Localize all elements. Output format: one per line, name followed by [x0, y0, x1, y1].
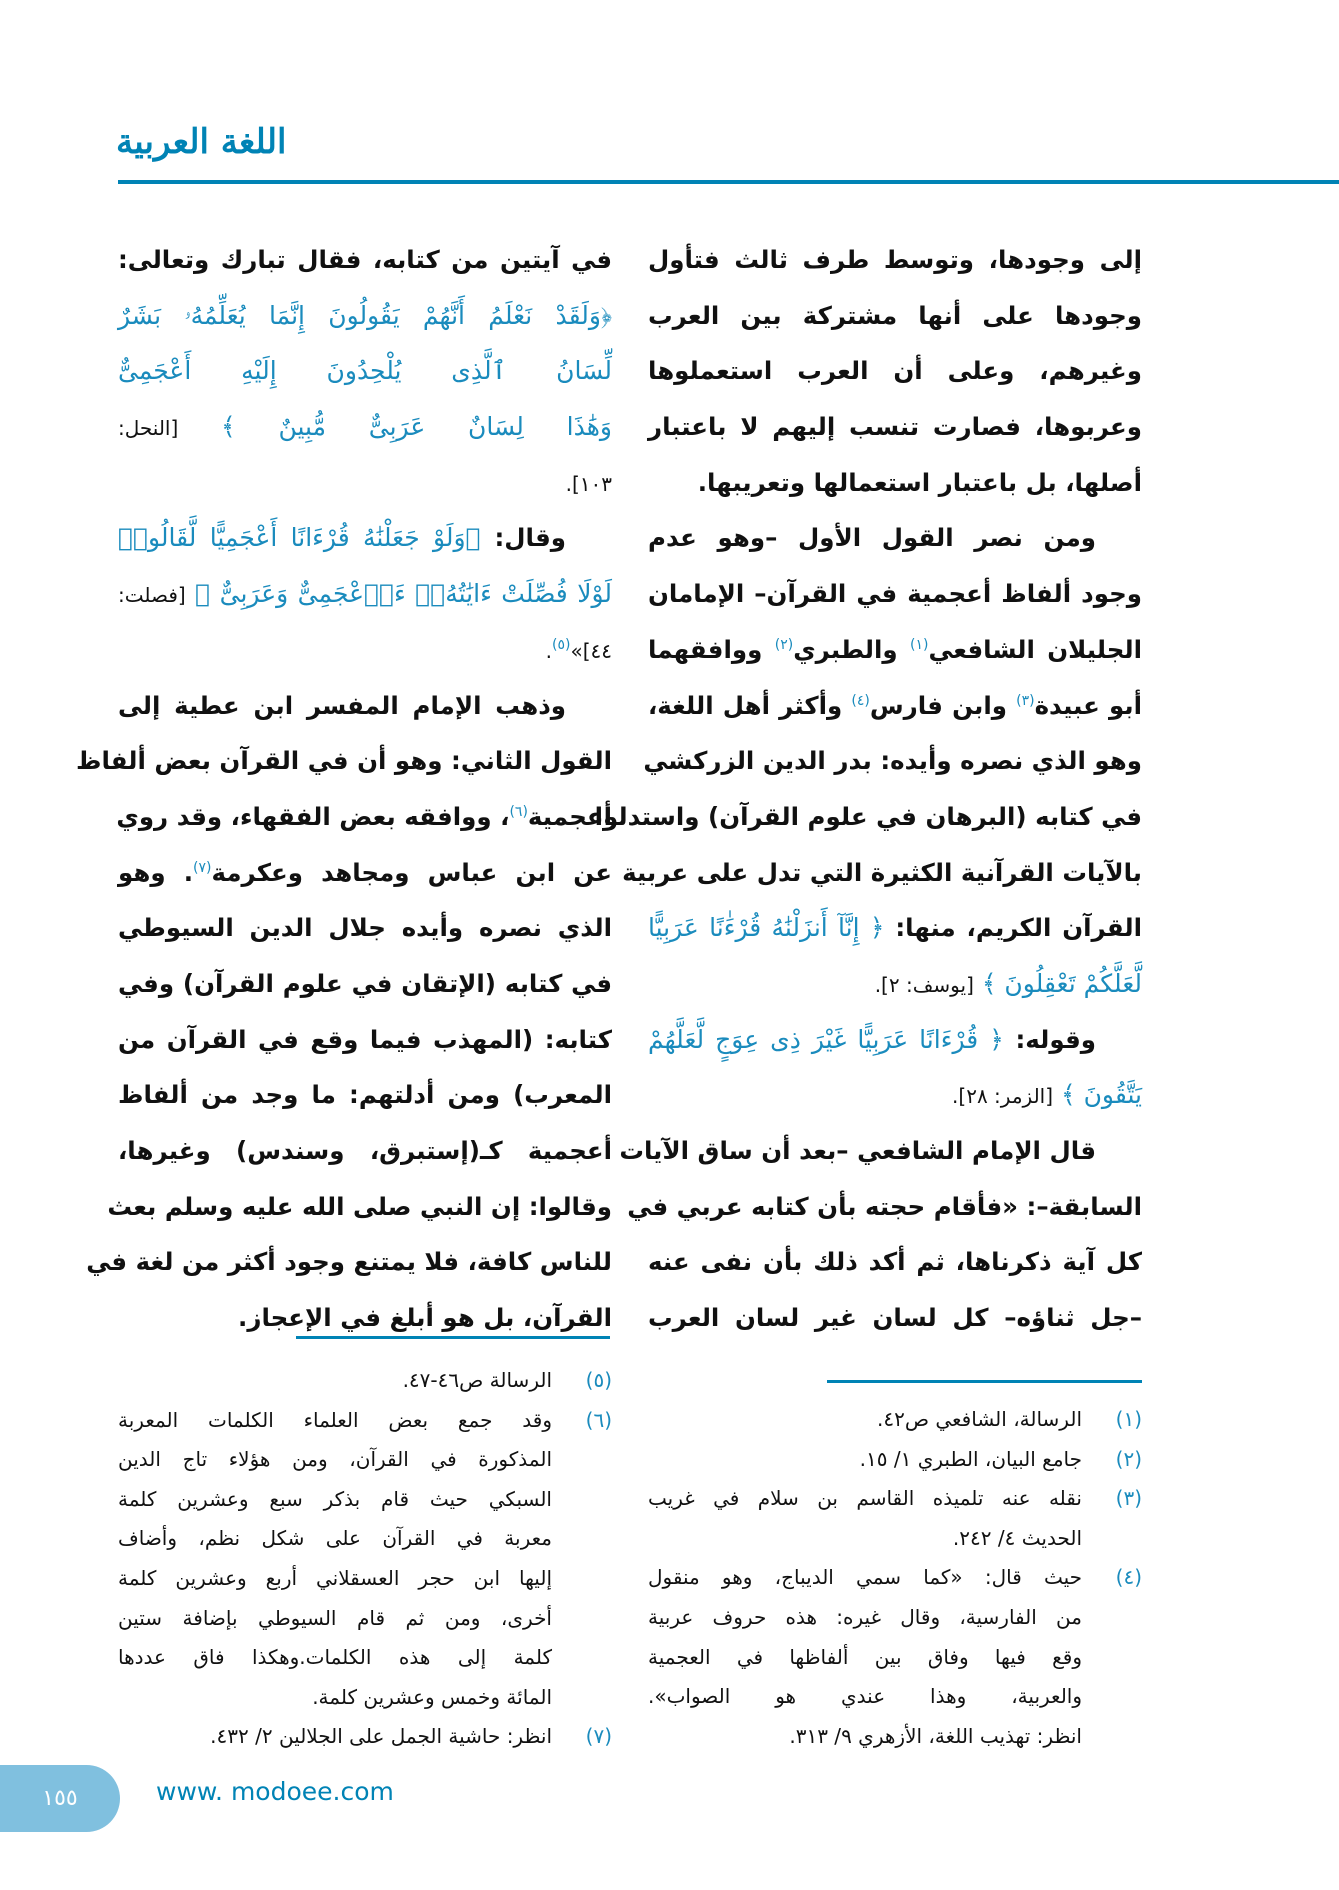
body-text: للناس كافة، فلا يمتنع وجود أكثر من لغة في: [86, 1247, 612, 1277]
verse-reference: .: [545, 638, 552, 663]
text-line: [118, 399, 612, 455]
body-text: إلى وجودها، وتوسط طرف ثالث فتأول: [648, 245, 1142, 274]
footnote-number: (٣): [1115, 1486, 1142, 1511]
header-divider: [118, 180, 1339, 184]
quran-verse: لِّسَانُ ٱلَّذِى يُلْحِدُونَ إِلَيْهِ أَعْجَمِىٌّ: [118, 356, 612, 386]
body-text: القرآن الكريم، منها:: [884, 913, 1143, 943]
footnotes-left: [118, 1361, 612, 1757]
body-text: كل آية ذكرناها، ثم أكد ذلك بأن نفى عنه: [648, 1247, 1142, 1277]
footnote-number: (٤): [1115, 1565, 1142, 1590]
footnote-line: [118, 1638, 612, 1678]
quran-verse: ﴿ قُرْءَانًا عَرَبِيًّا غَيْرَ ذِى عِوَجٍ لَّعَلَّهُمْ: [648, 1024, 1004, 1054]
footnote-line: [118, 1440, 612, 1480]
text-line: [118, 1067, 612, 1123]
quran-verse: وَهَٰذَا لِسَانٌ عَرَبِىٌّ مُّبِينٌ ﴾: [178, 412, 612, 442]
quran-verse: لَّعَلَّكُمْ تَعْقِلُونَ ﴾: [973, 968, 1142, 998]
footnote-number: (٢): [1115, 1446, 1142, 1471]
footnote-line: [648, 1400, 1142, 1440]
text-line: [118, 622, 612, 678]
text-line: [643, 733, 1142, 789]
text-line: [648, 1290, 1142, 1346]
text-line: [648, 343, 1142, 399]
footnote-line: [648, 1519, 1142, 1559]
quran-verse: يَتَّقُونَ ﴾: [1053, 1080, 1142, 1110]
footnote-line: [648, 1677, 1142, 1717]
quran-verse: لَوْلَا فُصِّلَتْ ءَايَٰتُهُۥٓ ءَا۬عْجَمِىٌّ وَعَرَبِىٌّ ﴾: [185, 579, 612, 609]
body-text: ووافقهما: [648, 634, 775, 664]
footnote-marker[interactable]: (٥): [552, 636, 571, 653]
footnote-text: حيث قال: «كما سمي الديباج، وهو منقول: [648, 1565, 1082, 1590]
text-line: [627, 1179, 1142, 1235]
text-line: [118, 232, 612, 288]
footnote-line: [118, 1559, 612, 1599]
footnote-line: [118, 1717, 612, 1757]
footnote-line: [118, 1678, 612, 1718]
verse-reference: [فصلت:: [118, 583, 186, 608]
footnote-text: وقع فيها وفاق بين ألفاظها في العجمية: [648, 1644, 1082, 1669]
text-line: [648, 399, 1142, 455]
footnote-text: انظر: حاشية الجمل على الجلالين ٢/ ٤٣٢.: [210, 1724, 552, 1749]
body-text: –جل ثناؤه– كل لسان غير لسان العرب: [648, 1303, 1142, 1333]
verse-reference: [يوسف: ٢].: [874, 972, 974, 997]
page-number: ١٥٥: [0, 1765, 120, 1832]
text-line: [118, 1012, 612, 1068]
footnote-text: والعربية، وهذا عندي هو الصواب».: [648, 1684, 1082, 1709]
body-text: وذهب الإمام المفسر ابن عطية إلى: [118, 690, 566, 720]
footnote-marker[interactable]: (٣): [1016, 692, 1035, 709]
body-text: قال الإمام الشافعي –بعد أن ساق الآيات: [619, 1136, 1096, 1165]
body-text: وقالوا: إن النبي صلى الله عليه وسلم بعث: [107, 1191, 612, 1221]
text-line: [648, 900, 1142, 956]
body-text: عن ابن عباس ومجاهد وعكرمة: [211, 857, 612, 887]
quran-verse: ﴿وَلَوْ جَعَلْنَٰهُ قُرْءَانًا أَعْجَمِيًّا لَّقَالُوا۟: [118, 523, 481, 553]
footnote-text: من الفارسية، وقال غيره: هذه حروف عربية: [648, 1604, 1082, 1629]
verse-reference: ٤٤]»: [570, 638, 612, 663]
footnote-number: (٦): [585, 1407, 612, 1432]
body-text: وقال:: [480, 523, 566, 553]
text-line: [619, 1123, 1142, 1179]
body-text: وجود ألفاظ أعجمية في القرآن– الإمامان: [648, 579, 1142, 609]
footnote-number: (٧): [585, 1724, 612, 1749]
body-text: وجودها على أنها مشتركة بين العرب: [648, 300, 1142, 330]
text-line: [648, 1234, 1142, 1290]
text-line: [622, 845, 1142, 901]
body-text: السابقة–: «فأقام حجته بأن كتابه عربي في: [627, 1191, 1142, 1221]
body-text: بالآيات القرآنية الكثيرة التي تدل على عربية: [622, 857, 1142, 887]
body-text: والطبري: [793, 634, 910, 664]
footnote-separator-right: [827, 1380, 1142, 1383]
text-line: [594, 789, 1142, 845]
footnote-number: (١): [1115, 1407, 1142, 1431]
footnote-text: الرسالة، الشافعي ص٤٢.: [876, 1407, 1082, 1431]
footnote-line: [118, 1401, 612, 1441]
footnote-marker[interactable]: (٧): [193, 859, 212, 876]
text-line: [648, 956, 1142, 1012]
verse-reference: [النحل:: [118, 416, 179, 441]
text-line: [648, 566, 1142, 622]
book-title-logo: اللغة العربية: [116, 122, 287, 162]
body-text: وهو الذي نصره وأيده: بدر الدين الزركشي: [643, 746, 1142, 776]
text-line: [118, 678, 612, 734]
footnote-text: المائة وخمس وعشرين كلمة.: [312, 1684, 552, 1709]
footnote-line: [648, 1558, 1142, 1598]
footnote-line: [648, 1479, 1142, 1519]
website-link[interactable]: www. modoee.com: [156, 1777, 394, 1806]
text-line: [107, 1179, 612, 1235]
footnote-text: انظر: تهذيب اللغة، الأزهري ٩/ ٣١٣.: [789, 1723, 1082, 1748]
text-line: [648, 232, 1142, 288]
footnote-number: (٥): [585, 1368, 612, 1392]
text-line: [118, 956, 612, 1012]
body-text: وغيرهم، وعلى أن العرب استعملوها: [648, 356, 1142, 386]
footnote-line: [118, 1480, 612, 1520]
verse-reference: ١٠٣].: [565, 471, 612, 496]
text-line: [118, 510, 612, 566]
text-line: [118, 343, 612, 399]
text-line: [648, 288, 1142, 344]
footnote-separator-left: [296, 1336, 610, 1339]
text-line: [118, 845, 612, 901]
footnote-text: المذكورة في القرآن، ومن هؤلاء تاج الدين: [118, 1447, 552, 1472]
footnote-marker[interactable]: (٦): [509, 803, 528, 820]
right-text-column: [594, 232, 1143, 1346]
body-text: أصلها، بل باعتبار استعمالها وتعريبها.: [697, 467, 1142, 497]
body-text: وقوله:: [1003, 1024, 1096, 1054]
text-line: [76, 733, 612, 789]
text-line: [118, 566, 612, 622]
footnote-text: جامع البيان، الطبري ١/ ١٥.: [859, 1446, 1082, 1471]
body-text: كتابه: (المهذب فيما وقع في القرآن من: [118, 1024, 612, 1054]
footnote-text: أخرى، ومن ثم قام السيوطي بإضافة ستين: [118, 1605, 552, 1630]
footnote-text: وقد جمع بعض العلماء الكلمات المعربة: [118, 1407, 552, 1432]
body-text: الجليلان الشافعي: [928, 634, 1143, 664]
footnote-text: معربة في القرآن على شكل نظم، وأضاف: [118, 1526, 552, 1551]
body-text: وأكثر أهل اللغة،: [648, 690, 852, 720]
footnote-line: [648, 1440, 1142, 1480]
quran-verse: ﴿ إِنَّآ أَنزَلْنَٰهُ قُرْءَٰنًا عَرَبِيًّا: [648, 913, 885, 943]
footnote-line: [648, 1717, 1142, 1757]
text-line: [648, 455, 1142, 511]
footnote-marker[interactable]: (١): [910, 636, 929, 653]
footnote-line: [118, 1361, 612, 1401]
footnote-marker[interactable]: (٢): [774, 636, 794, 653]
body-text: المعرب) ومن أدلتهم: ما وجد من ألفاظ: [118, 1080, 612, 1110]
footnotes-right: [648, 1400, 1142, 1756]
text-line: [118, 789, 612, 845]
body-text: وابن فارس: [869, 690, 1017, 720]
footnote-text: الحديث ٤/ ٢٤٢.: [952, 1525, 1082, 1550]
footnote-text: السبكي حيث قام بذكر سبع وعشرين كلمة: [118, 1486, 552, 1511]
footnote-marker[interactable]: (٤): [851, 692, 870, 709]
left-text-column: [76, 232, 612, 1346]
footnote-text: كلمة إلى هذه الكلمات.وهكذا فاق عددها: [118, 1645, 552, 1670]
text-line: [648, 1012, 1142, 1068]
body-text: وعربوها، فصارت تنسب إليهم لا باعتبار: [648, 412, 1142, 442]
text-line: [118, 288, 612, 344]
body-text: أبو عبيدة: [1034, 690, 1142, 720]
text-line: [86, 1234, 612, 1290]
body-text: القرآن، بل هو أبلغ في الإعجاز.: [238, 1303, 612, 1333]
text-line: [648, 678, 1142, 734]
footnote-line: [118, 1599, 612, 1639]
body-text: ، ووافقه بعض الفقهاء، وقد روي: [116, 801, 510, 831]
body-text: في كتابه (الإتقان في علوم القرآن) وفي: [118, 968, 612, 998]
body-text: . وهو: [118, 857, 194, 887]
body-text: القول الثاني: وهو أن في القرآن بعض ألفاظ: [76, 746, 612, 776]
body-text: في كتابه (البرهان في علوم القرآن) واستدلوا: [594, 801, 1142, 831]
footnote-text: إليها ابن حجر العسقلاني أربع وعشرين كلمة: [118, 1565, 552, 1590]
body-text: أعجمية كـ(إستبرق، وسندس) وغيرها،: [118, 1136, 612, 1165]
footnote-text: نقله عنه تلميذه القاسم بن سلام في غريب: [648, 1486, 1082, 1511]
body-text: ومن نصر القول الأول –وهو عدم: [648, 523, 1096, 553]
text-line: [118, 455, 612, 511]
verse-reference: [الزمر: ٢٨].: [952, 1084, 1054, 1109]
footnote-line: [648, 1598, 1142, 1638]
text-line: [648, 622, 1142, 678]
footnote-text: الرسالة ص٤٦-٤٧.: [402, 1368, 552, 1392]
body-text: الذي نصره وأيده جلال الدين السيوطي: [118, 913, 612, 943]
body-text: أعجمية: [527, 801, 612, 831]
text-line: [648, 510, 1142, 566]
footnote-line: [648, 1638, 1142, 1678]
text-line: [118, 1123, 612, 1179]
body-text: في آيتين من كتابه، فقال تبارك وتعالى:: [118, 245, 612, 274]
quran-verse: ﴿وَلَقَدْ نَعْلَمُ أَنَّهُمْ يَقُولُونَ إِنَّمَا يُعَلِّمُهُۥ بَشَرٌ: [118, 300, 612, 330]
text-line: [118, 900, 612, 956]
footnote-line: [118, 1519, 612, 1559]
text-line: [648, 1067, 1142, 1123]
